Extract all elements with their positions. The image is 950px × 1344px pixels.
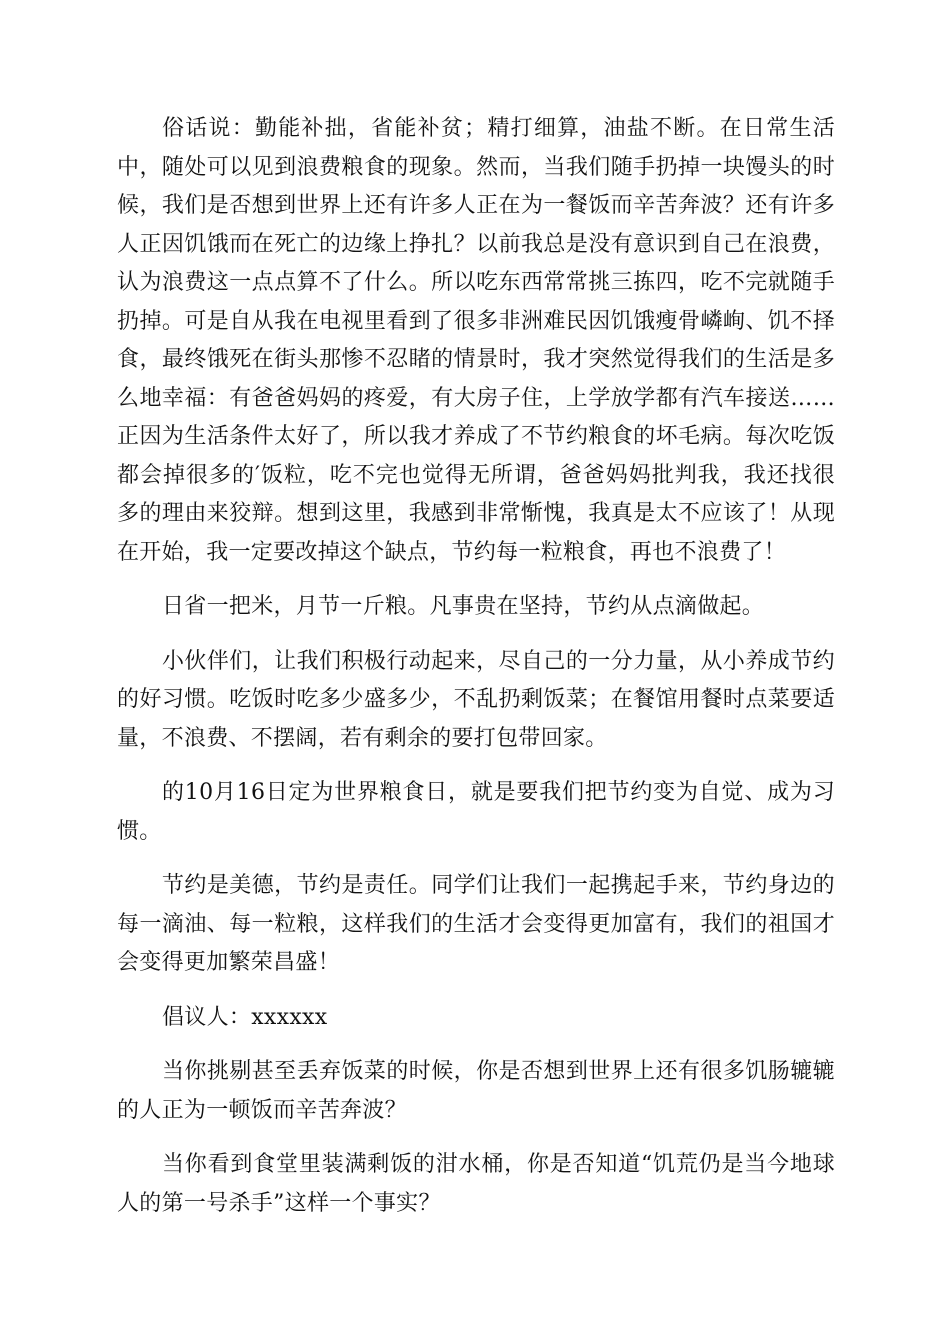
paragraph-signature: 倡议人：xxxxxx (162, 1004, 328, 1030)
paragraph-virtue: 节约是美德，节约是责任。同学们让我们一起携起手来，节约身边的每一滴油、每一粒粮，这样我们的生活才会变得更加富有，我们的祖国才会变得更加繁荣昌盛！ (117, 873, 835, 975)
paragraph-question-1: 当你挑剔甚至丢弃饭菜的时候，你是否想到世界上还有很多饥肠辘辘的人正为一顿饭而辛苦奔波？ (117, 1059, 835, 1123)
paragraph-intro: 俗话说：勤能补拙，省能补贫；精打细算，油盐不断。在日常生活中，随处可以见到浪费粮食的现象。然而，当我们随手扔掉一块馒头的时候，我们是否想到世界上还有许多人正在为一餐饭而辛苦奔波？还有许多人正因饥饿而在死亡的边缘上挣扎？以前我总是没有意识到自己在浪费，认为浪费这一点点算不了什么。所以吃东西常常挑三拣四，吃不完就随手扔掉。可是自从我在电视里看到了很多非洲难民因饥饿瘦骨嶙峋、饥不择食，最终饿死在街头那惨不忍睹的情景时，我才突然觉得我们的生活是多么地幸福：有爸爸妈妈的疼爱，有大房子住，上学放学都有汽车接送……正因为生活条件太好了，所以我才养成了不节约粮食的坏毛病。每次吃饭都会掉很多的′饭粒，吃不完也觉得无所谓，爸爸妈妈批判我，我还找很多的理由来狡辩。想到这里，我感到非常惭愧，我真是太不应该了！从现在开始，我一定要改掉这个缺点，节约每一粒粮食，再也不浪费了！ (117, 116, 835, 565)
paragraph-food-day: 的10月16日定为世界粮食日，就是要我们把节约变为自觉、成为习惯。 (117, 780, 835, 844)
document-page (117, 110, 835, 1239)
paragraph-saying: 日省一把米，月节一斤粮。凡事贵在坚持，节约从点滴做起。 (162, 594, 765, 619)
paragraph-question-2: 当你看到食堂里装满剩饭的泔水桶，你是否知道“饥荒仍是当今地球人的第一号杀手”这样一个事实？ (117, 1152, 835, 1216)
paragraph-call-to-action: 小伙伴们，让我们积极行动起来，尽自己的一分力量，从小养成节约的好习惯。吃饭时吃多少盛多少，不乱扔剩饭菜；在餐馆用餐时点菜要适量，不浪费、不摆阔，若有剩余的要打包带回家。 (117, 648, 835, 751)
